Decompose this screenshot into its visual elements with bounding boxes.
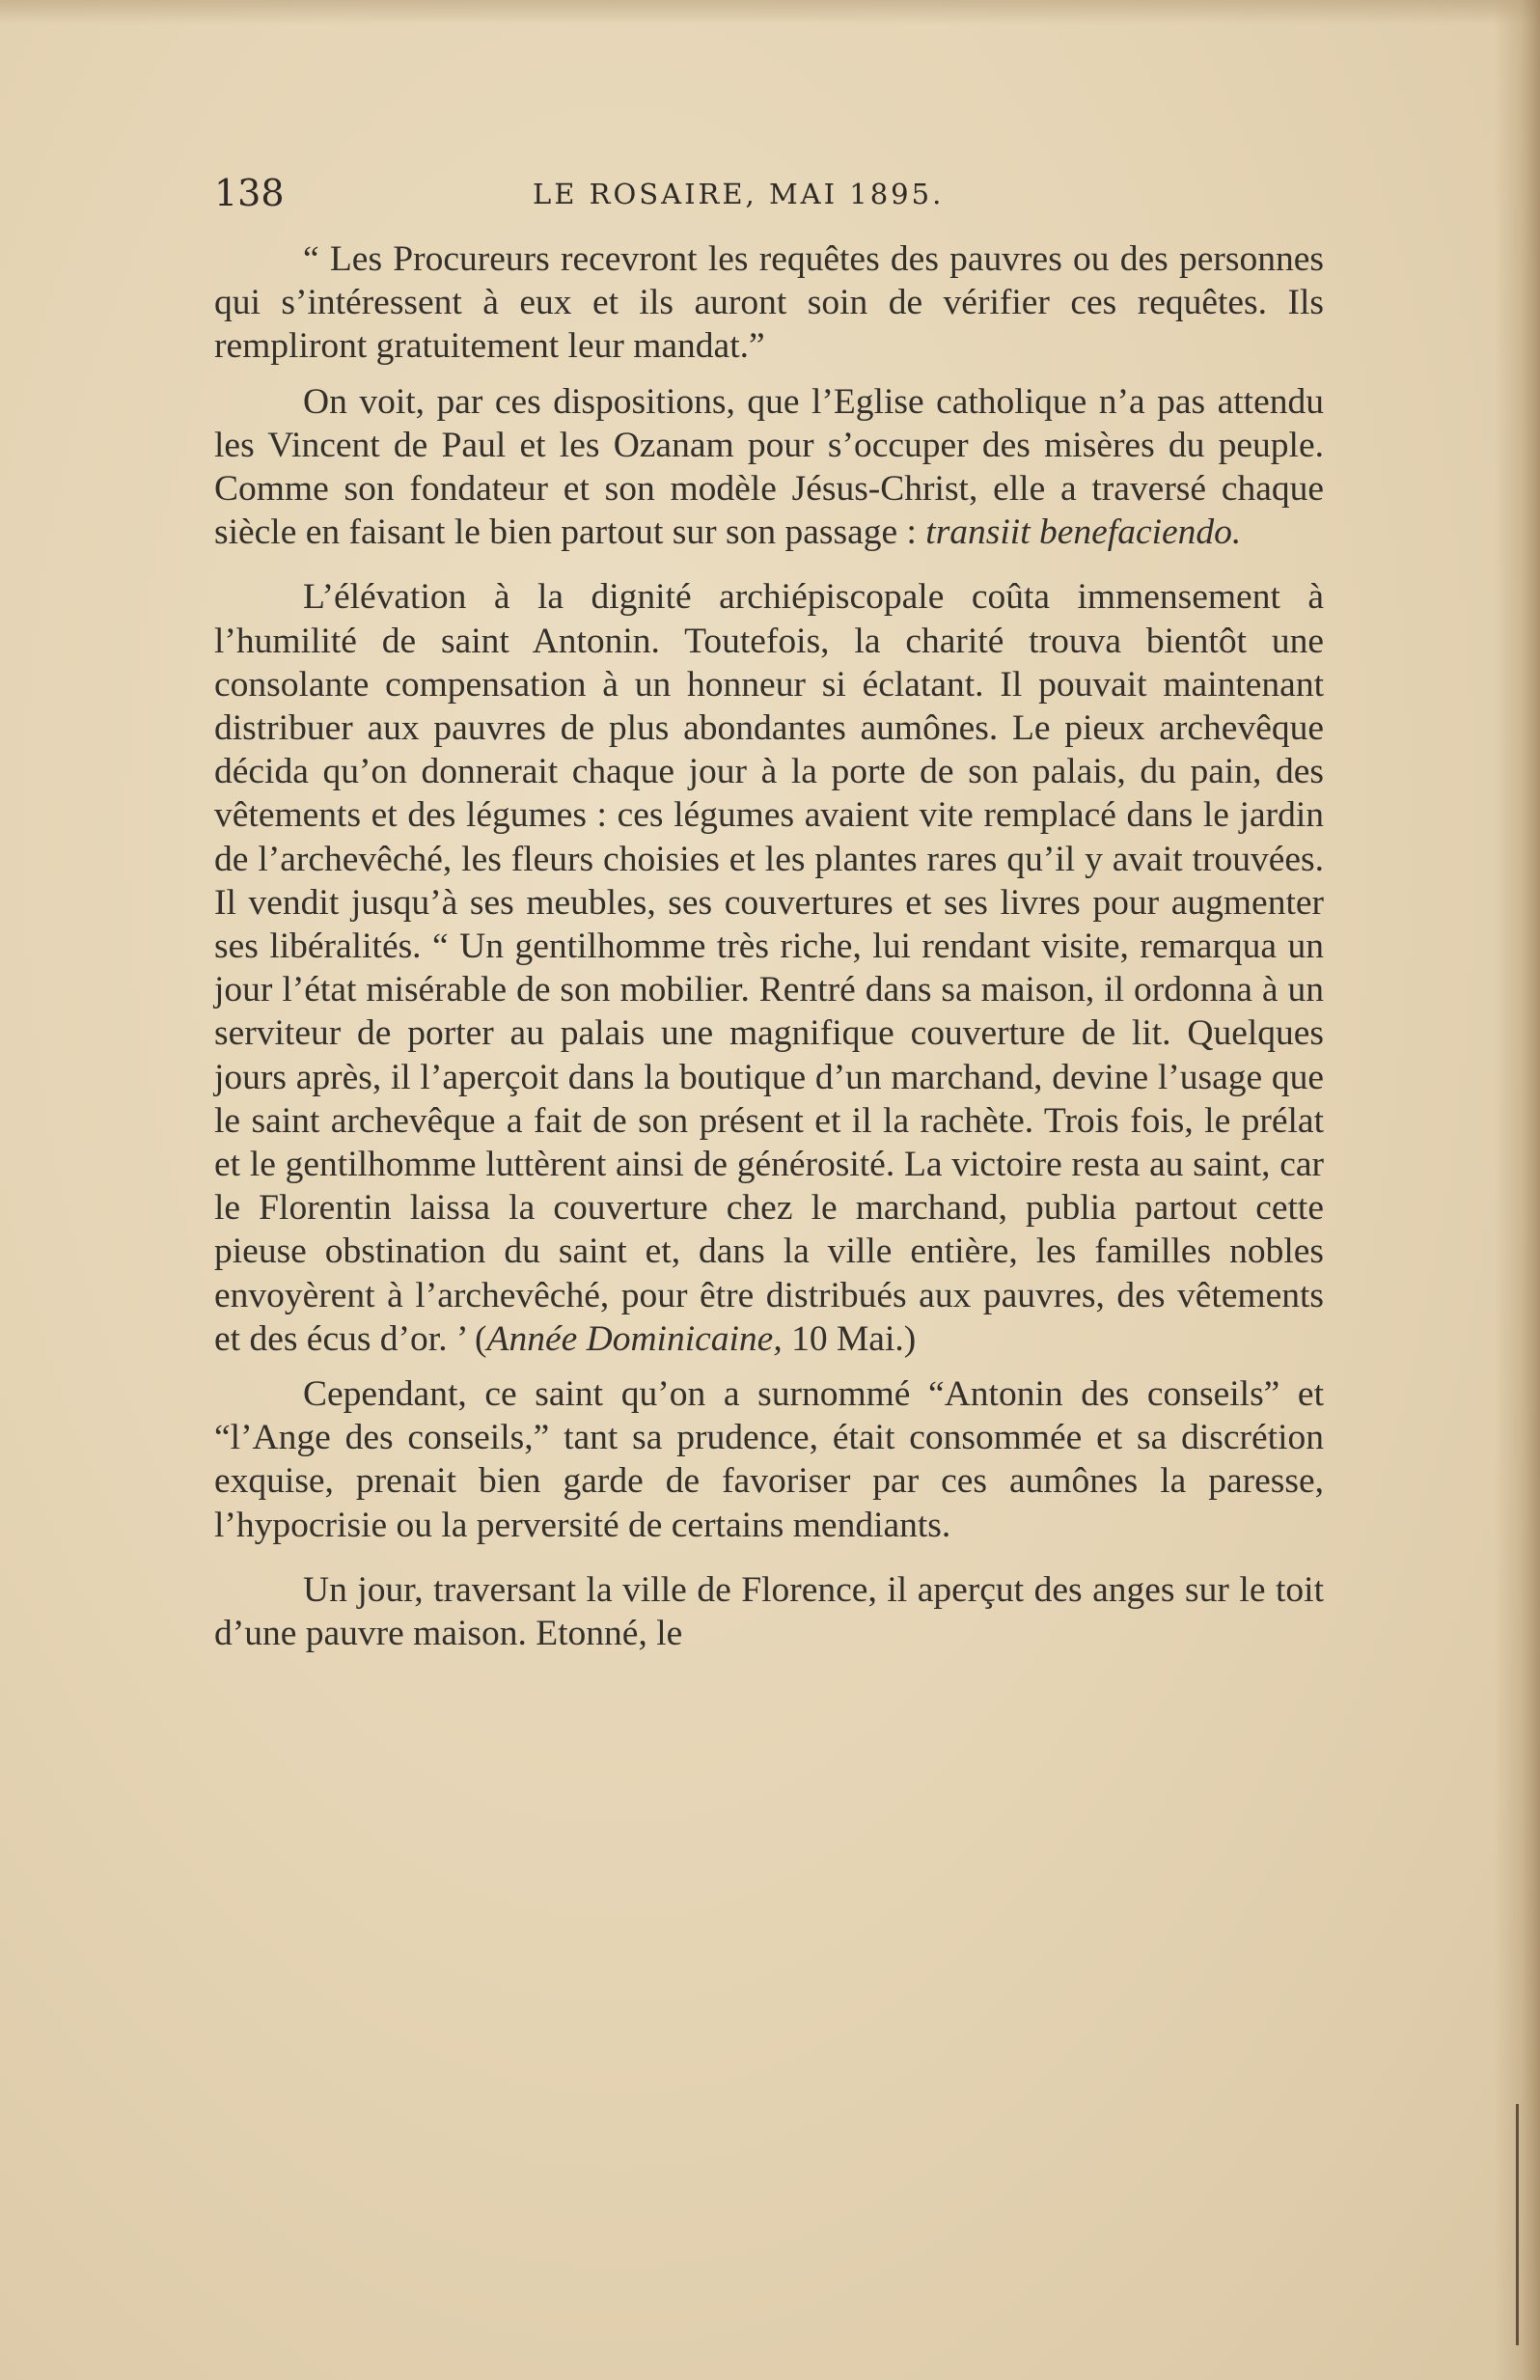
paragraph-dispositions: [214, 380, 1324, 555]
running-header: [214, 166, 1324, 224]
paragraph-elevation-text: L’élévation à la dignité archiépiscopale coûta immensement à l’humilité de saint Antonin. Toutefois, la charité trouva bientôt une consolante compensation à un honneur si éclatant. Il pouvait maintenant distribuer aux pauvres de plus abondantes aumônes. Le pieux archevêque décida qu’on donnerait chaque jour à la porte de son palais, du pain, des vêtements et des légumes : ces légumes avaient vite remplacé dans le jardin de l’archevêché, les fleurs choisies et les plantes rares qu’il y avait trouvées. Il vendit jusqu’à ses meubles, ses couvertures et ses livres pour augmenter ses libéralités. “ Un gentilhomme très riche, lui rendant visite, remarqua un jour l’état misérable de son mobilier. Rentré dans sa maison, il ordonna à un serviteur de porter au palais une magnifique couverture de lit. Quelques jours après, il l’aperçoit dans la boutique d’un marchand, devine l’usage que le saint archevêque a fait de son présent et il la rachète. Trois fois, le prélat et le gentilhomme luttèrent ainsi de générosité. La victoire resta au saint, car le Florentin laissa la couverture chez le marchand, publia partout cette pieuse obstination du saint et, dans la ville entière, les familles nobles envoyèrent à l’archevêché, pour être distribués aux pauvres, des vêtements et des écus d’or. ’ (: [214, 577, 1324, 1359]
body-text: [214, 237, 1324, 1667]
paragraph-un-jour: Un jour, traversant la ville de Florence, il aperçut des anges sur le toit d’une pauvre maison. Etonné, le: [214, 1569, 1324, 1654]
page-right-edge: [1494, 0, 1540, 2380]
running-title: LE ROSAIRE, MAI 1895.: [533, 178, 945, 210]
page-top-shadow: [0, 0, 1540, 25]
paragraph-elevation: [214, 575, 1324, 1361]
citation-date: 10 Mai.): [782, 1318, 917, 1359]
paragraph-dispositions-text: On voit, par ces dispositions, que l’Eglise catholique n’a pas attendu les Vincent de Paul et les Ozanam pour s’occuper des misères du peuple. Comme son fondateur et son modèle Jésus-Christ, elle a traversé chaque siècle en faisant le bien partout sur son passage :: [214, 381, 1324, 553]
source-citation: Année Dominicaine,: [486, 1318, 783, 1359]
paragraph-cependant: Cependant, ce saint qu’on a surnommé “Antonin des conseils” et “l’Ange des conseils,” tant sa prudence, était consommée et sa discrétion exquise, prenait bien garde de favoriser par ces aumônes la paresse, l’hypocrisie ou la perversité de certains mendiants.: [214, 1374, 1324, 1545]
page-number: 138: [214, 172, 285, 214]
latin-quote: transiit benefaciendo.: [925, 512, 1242, 553]
binding-line: [1516, 2104, 1519, 2345]
paragraph-procureurs: “ Les Procureurs recevront les requêtes des pauvres ou des personnes qui s’intéressent à eux et ils auront soin de vérifier ces requêtes. Ils rempliront gratuitement leur mandat.”: [214, 239, 1324, 367]
